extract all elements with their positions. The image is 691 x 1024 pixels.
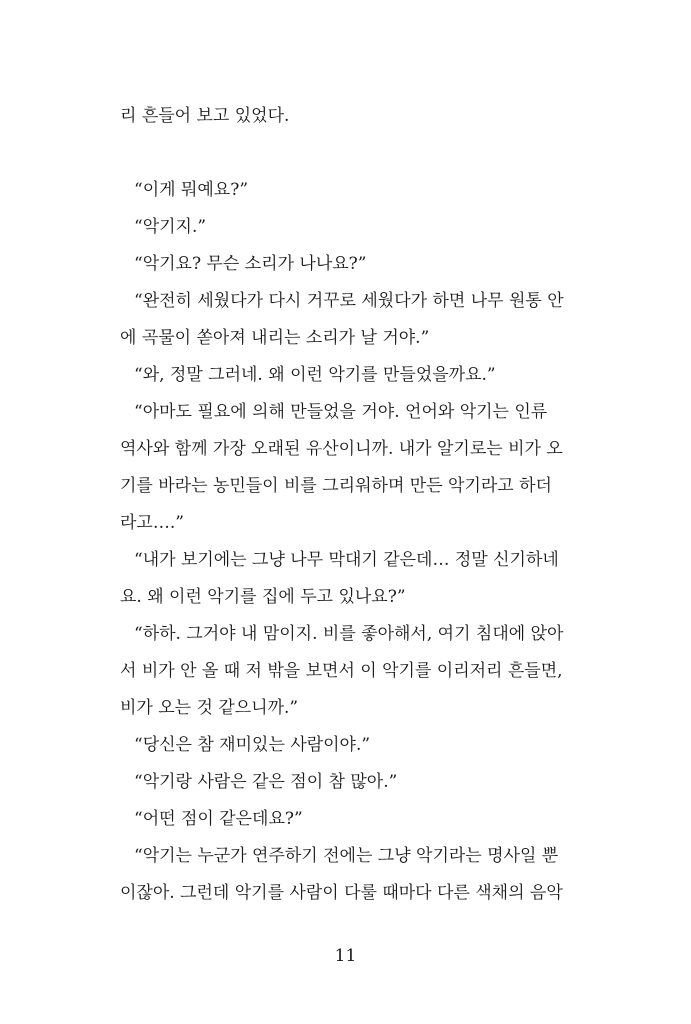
text-line: “완전히 세웠다가 다시 거꾸로 세웠다가 하면 나무 원통 안 <box>134 291 564 311</box>
text-line: 비가 오는 것 같으니까.” <box>120 698 299 718</box>
text-line: “악기랑 사람은 같은 점이 참 많아.” <box>134 772 398 792</box>
text-line: 역사와 함께 가장 오래된 유산이니까. 내가 알기로는 비가 오 <box>120 439 563 459</box>
text-line: 기를 바라는 농민들이 비를 그리워하며 만든 악기라고 하더 <box>120 476 552 496</box>
text-line: 요. 왜 이런 악기를 집에 두고 있나요?” <box>120 587 406 607</box>
text-line: “악기요? 무슨 소리가 나나요?” <box>134 254 367 274</box>
text-line: “내가 보기에는 그냥 나무 막대기 같은데… 정말 신기하네 <box>134 550 559 570</box>
text-line: 이잖아. 그런데 악기를 사람이 다룰 때마다 다른 색채의 음악 <box>120 883 563 903</box>
page-number: 11 <box>334 946 357 966</box>
text-line: “와, 정말 그러네. 왜 이런 악기를 만들었을까요.” <box>134 365 496 385</box>
text-line: “어떤 점이 같은데요?” <box>134 809 303 829</box>
text-line: “악기는 누군가 연주하기 전에는 그냥 악기라는 명사일 뿐 <box>134 846 559 866</box>
paragraph-gap <box>120 135 590 172</box>
text-line: 라고….” <box>120 513 184 533</box>
text-line: “당신은 참 재미있는 사람이야.” <box>134 735 371 755</box>
text-line: “아마도 필요에 의해 만들었을 거야. 언어와 악기는 인류 <box>134 402 548 422</box>
text-line: “악기지.” <box>134 217 207 237</box>
text-line: “하하. 그거야 내 맘이지. 비를 좋아해서, 여기 침대에 앉아 <box>134 624 564 644</box>
body-text <box>120 98 590 912</box>
text-line: 리 흔들어 보고 있었다. <box>120 106 290 126</box>
text-line: 서 비가 안 올 때 저 밖을 보면서 이 악기를 이리저리 흔들면, <box>120 661 563 681</box>
text-line: “이게 뭐예요?” <box>134 180 249 200</box>
text-line: 에 곡물이 쏟아져 내리는 소리가 날 거야.” <box>120 328 430 348</box>
